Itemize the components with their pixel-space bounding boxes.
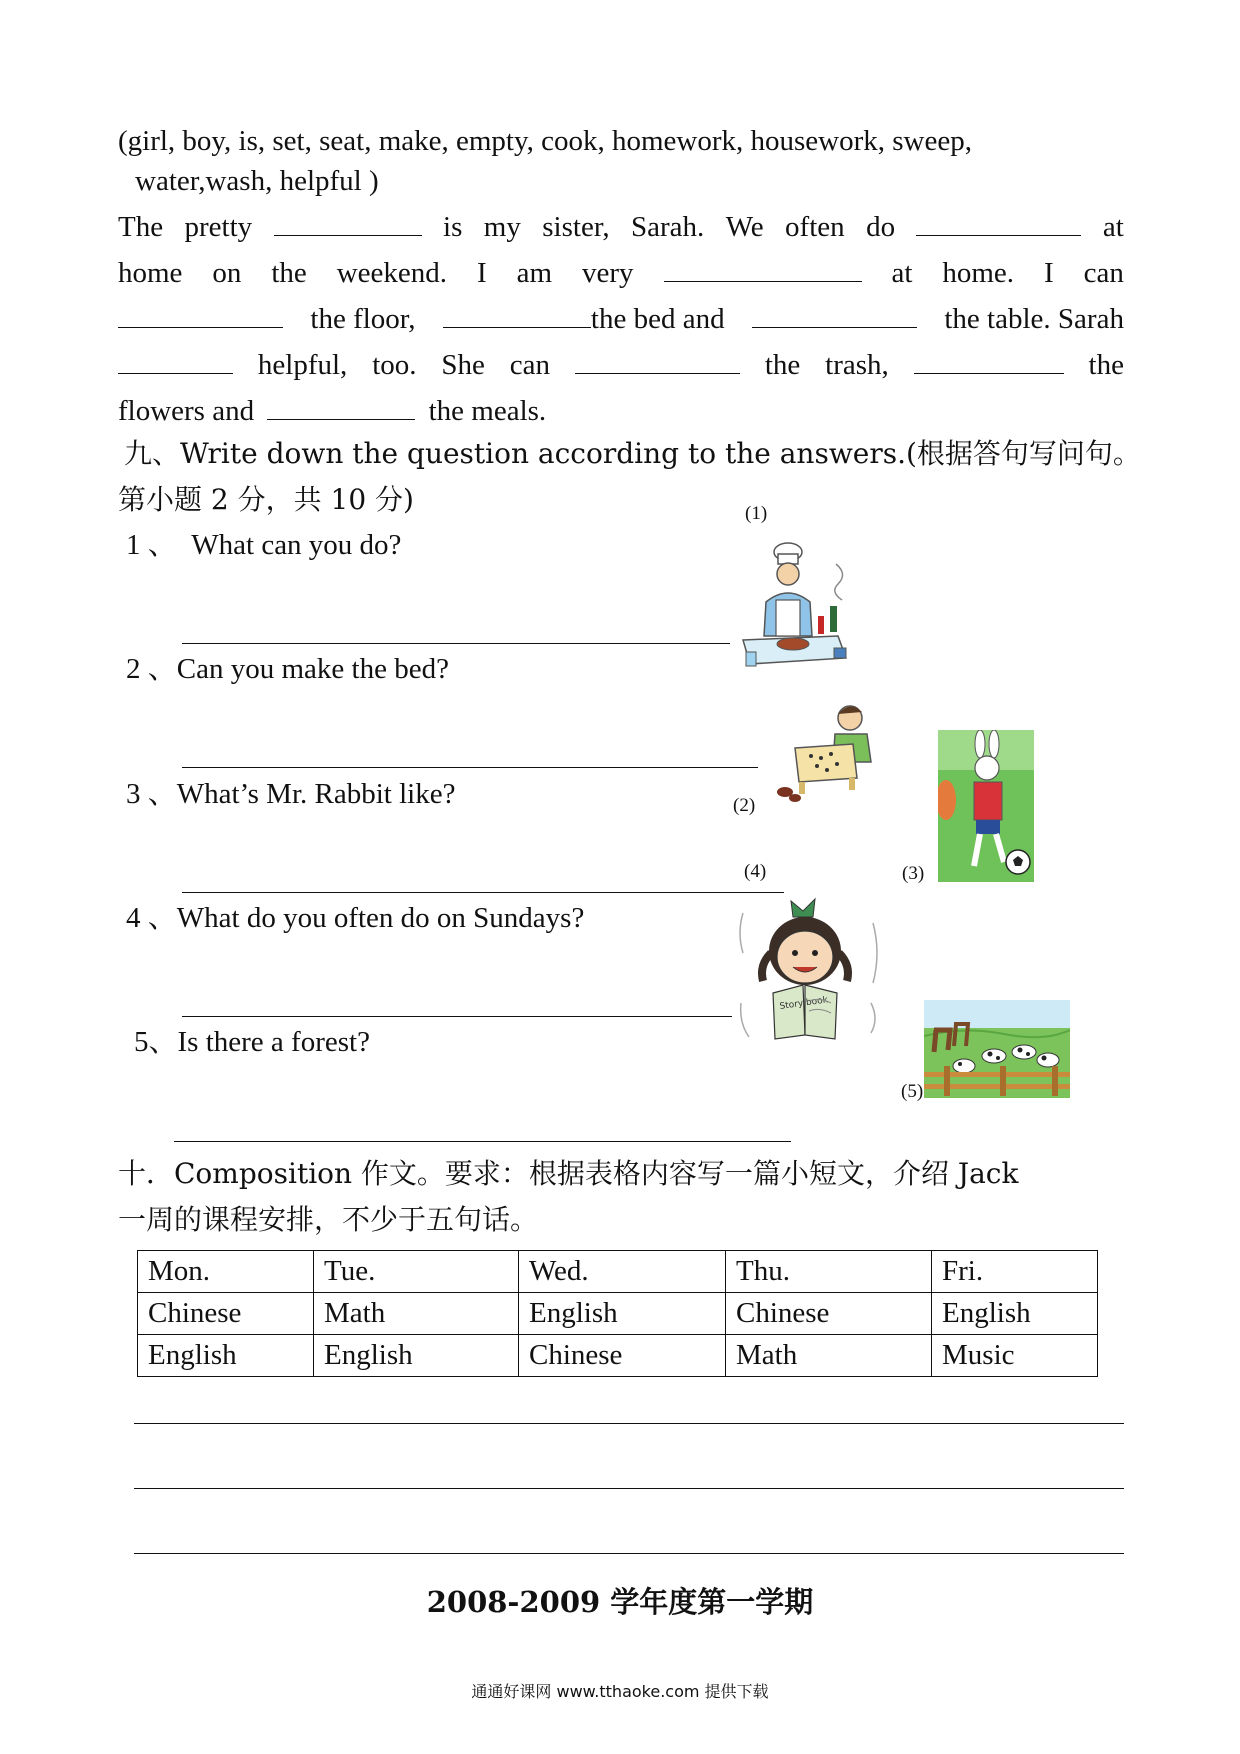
question-number: 4 、: [126, 902, 177, 934]
passage-word: the: [1088, 349, 1124, 381]
page-footer-title: 2008-2009 学年度第一学期: [426, 1585, 814, 1619]
passage-word: the meals.: [428, 395, 547, 427]
question-text: Is there a forest?: [177, 1026, 370, 1058]
section-10-heading-2: 一周的课程安排，不少于五句话。: [118, 1203, 539, 1236]
blank-3[interactable]: [664, 255, 862, 282]
table-cell: Wed.: [519, 1251, 726, 1293]
table-cell: Thu.: [726, 1251, 932, 1293]
blank-6[interactable]: [752, 301, 917, 328]
picture-label-1: (1): [745, 503, 768, 524]
passage-word: the: [764, 349, 801, 381]
answer-line-1[interactable]: [182, 643, 730, 644]
passage-line-5: [118, 393, 546, 428]
passage-word: at: [1102, 211, 1124, 243]
passage-word: my: [483, 211, 521, 243]
passage-word: on: [212, 257, 242, 289]
table-cell: Math: [314, 1293, 519, 1335]
table-cell: English: [314, 1335, 519, 1377]
passage-word: at: [891, 257, 913, 289]
passage-word: sister,: [542, 211, 610, 243]
composition-line-1[interactable]: [134, 1423, 1124, 1424]
blank-7[interactable]: [118, 347, 233, 374]
section-9-heading-2: 第小题 2 分，共 10 分): [118, 483, 414, 516]
table-row: [138, 1293, 1098, 1335]
question-text: What do you often do on Sundays?: [176, 902, 585, 934]
passage-line-2: [118, 255, 1124, 290]
passage-word: am: [516, 257, 553, 289]
passage-word: helpful,: [257, 349, 348, 381]
answer-line-2[interactable]: [182, 767, 758, 768]
passage-line-1: [118, 209, 1124, 244]
section-10-heading: 十．Composition 作文。要求：根据表格内容写一篇小短文，介绍 Jack: [118, 1157, 1019, 1190]
table-cell: Music: [932, 1335, 1098, 1377]
question-3: [126, 777, 455, 811]
question-text: What can you do?: [191, 529, 402, 561]
passage-word: very: [582, 257, 634, 289]
picture-label-2: (2): [733, 795, 756, 816]
passage-word: too.: [372, 349, 417, 381]
table-row: [138, 1251, 1098, 1293]
blank-1[interactable]: [274, 209, 422, 236]
passage-line-4: [118, 347, 1124, 382]
passage-word: do: [866, 211, 896, 243]
passage-word: is: [443, 211, 463, 243]
table-cell: Chinese: [726, 1293, 932, 1335]
answer-line-4[interactable]: [182, 1016, 732, 1017]
answer-line-3[interactable]: [182, 892, 784, 893]
passage-word: weekend.: [336, 257, 448, 289]
passage-word: She: [441, 349, 485, 381]
passage-word: the floor,: [310, 303, 416, 335]
composition-line-2[interactable]: [134, 1488, 1124, 1489]
passage-word: often: [785, 211, 845, 243]
question-number: 5、: [134, 1026, 178, 1058]
passage-word: We: [725, 211, 764, 243]
girl-reading-illustration: [733, 893, 885, 1045]
passage-word: flowers and: [118, 395, 255, 427]
blank-8[interactable]: [575, 347, 740, 374]
question-5: [134, 1025, 370, 1059]
boy-board-game-illustration: [775, 698, 885, 806]
question-number: 3 、: [126, 778, 177, 810]
passage-word: I: [1043, 257, 1054, 289]
table-row: [138, 1335, 1098, 1377]
blank-5[interactable]: [443, 301, 591, 328]
question-1: [126, 528, 401, 562]
passage-word: the: [271, 257, 307, 289]
passage-word: can: [509, 349, 551, 381]
table-cell: Chinese: [519, 1335, 726, 1377]
answer-line-5[interactable]: [174, 1141, 791, 1142]
passage-word: the bed and: [590, 303, 725, 335]
passage-word: can: [1083, 257, 1124, 289]
composition-line-3[interactable]: [134, 1553, 1124, 1554]
passage-word: The: [118, 211, 164, 243]
page-footer-source: 通通好课网 www.tthaoke.com 提供下载: [471, 1682, 769, 1701]
question-text: Can you make the bed?: [176, 653, 449, 685]
question-number: 2 、: [126, 653, 177, 685]
passage-word: Sarah.: [631, 211, 705, 243]
cook-illustration: [738, 540, 858, 678]
question-number: 1 、: [126, 529, 177, 561]
table-cell: English: [519, 1293, 726, 1335]
blank-4[interactable]: [118, 301, 283, 328]
section-9-heading: 九、Write down the question according to the answers.(根据答句写问句。: [124, 437, 1141, 470]
question-text: What’s Mr. Rabbit like?: [176, 778, 456, 810]
word-bank-line-2: water,wash, helpful ): [135, 165, 379, 197]
table-cell: Fri.: [932, 1251, 1098, 1293]
picture-label-4: (4): [744, 861, 767, 882]
table-cell: Chinese: [138, 1293, 314, 1335]
passage-word: trash,: [825, 349, 889, 381]
farm-illustration: [924, 1000, 1070, 1098]
passage-word: home.: [942, 257, 1015, 289]
blank-9[interactable]: [914, 347, 1064, 374]
book-cover-text: Story book: [779, 995, 829, 1012]
passage-word: home: [118, 257, 183, 289]
blank-10[interactable]: [267, 393, 415, 420]
passage-word: the table. Sarah: [944, 303, 1124, 335]
table-cell: English: [932, 1293, 1098, 1335]
picture-label-3: (3): [902, 863, 925, 884]
schedule-table: [137, 1250, 1098, 1377]
blank-2[interactable]: [916, 209, 1081, 236]
table-cell: English: [138, 1335, 314, 1377]
word-bank-line-1: (girl, boy, is, set, seat, make, empty, cook, homework, housework, sweep,: [118, 125, 972, 157]
question-4: [126, 901, 584, 935]
table-cell: Mon.: [138, 1251, 314, 1293]
passage-word: pretty: [184, 211, 253, 243]
table-cell: Tue.: [314, 1251, 519, 1293]
picture-label-5: (5): [901, 1081, 924, 1102]
question-2: [126, 652, 449, 686]
table-cell: Math: [726, 1335, 932, 1377]
rabbit-football-illustration: [938, 730, 1034, 882]
passage-word: I: [477, 257, 487, 289]
passage-line-3: [118, 301, 1124, 336]
